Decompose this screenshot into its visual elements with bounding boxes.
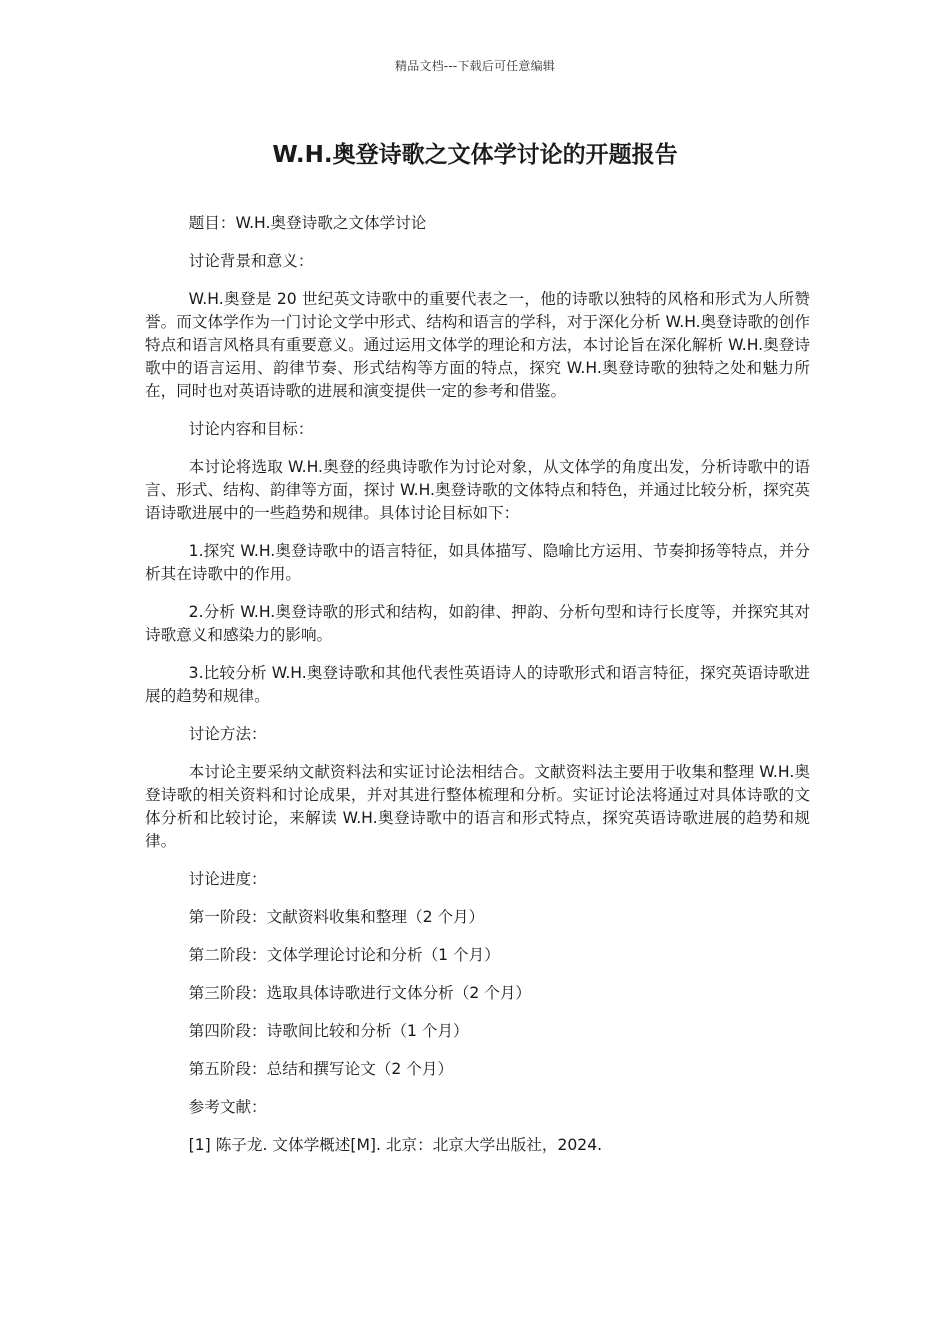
goal-item-1: 1.探究 W.H.奥登诗歌中的语言特征，如具体描写、隐喻比方运用、节奏抑扬等特点，并分析其在诗歌中的作用。: [145, 542, 810, 583]
document-body: [145, 212, 810, 1172]
document-title: W.H.奥登诗歌之文体学讨论的开题报告: [272, 142, 678, 168]
schedule-stage-1: 第一阶段：文献资料收集和整理（2 个月）: [188, 908, 485, 926]
paragraph-methods: 本讨论主要采纳文献资料法和实证讨论法相结合。文献资料法主要用于收集和整理 W.H.奥登诗歌的相关资料和讨论成果，并对其进行整体梳理和分析。实证讨论法将通过对具体诗歌的文体分析和比较讨论，来解读 W.H.奥登诗歌中的语言和形式特点，探究英语诗歌进展的趋势和规律。: [145, 763, 810, 850]
reference-item-1: [1] 陈子龙. 文体学概述[M]. 北京：北京大学出版社，2024.: [188, 1136, 603, 1154]
schedule-stage-4: 第四阶段：诗歌间比较和分析（1 个月）: [188, 1022, 469, 1040]
heading-references: 参考文献：: [188, 1098, 267, 1116]
page-header-note: 精品文档---下载后可任意编辑: [395, 59, 555, 73]
schedule-stage-3: 第三阶段：选取具体诗歌进行文体分析（2 个月）: [188, 984, 532, 1002]
paragraph-content-goals: 本讨论将选取 W.H.奥登的经典诗歌作为讨论对象，从文体学的角度出发，分析诗歌中的语言、形式、结构、韵律等方面，探讨 W.H.奥登诗歌的文体特点和特色，并通过比较分析，探究英语诗歌进展中的一些趋势和规律。具体讨论目标如下：: [145, 458, 810, 522]
heading-methods: 讨论方法：: [188, 725, 267, 743]
heading-schedule: 讨论进度：: [188, 870, 267, 888]
paragraph-background: W.H.奥登是 20 世纪英文诗歌中的重要代表之一，他的诗歌以独特的风格和形式为人所赞誉。而文体学作为一门讨论文学中形式、结构和语言的学科，对于深化分析 W.H.奥登诗歌的创作特点和语言风格具有重要意义。通过运用文体学的理论和方法，本讨论旨在深化解析 W.H.奥登诗歌中的语言运用、韵律节奏、形式结构等方面的特点，探究 W.H.奥登诗歌的独特之处和魅力所在，同时也对英语诗歌的进展和演变提供一定的参考和借鉴。: [145, 290, 810, 400]
heading-background: 讨论背景和意义：: [188, 252, 314, 270]
heading-content-goals: 讨论内容和目标：: [188, 420, 314, 438]
goal-item-2: 2.分析 W.H.奥登诗歌的形式和结构，如韵律、押韵、分析句型和诗行长度等，并探究其对诗歌意义和感染力的影响。: [145, 603, 810, 644]
paragraph-topic: 题目：W.H.奥登诗歌之文体学讨论: [188, 214, 427, 232]
goal-item-3: 3.比较分析 W.H.奥登诗歌和其他代表性英语诗人的诗歌形式和语言特征，探究英语诗歌进展的趋势和规律。: [145, 664, 810, 705]
schedule-stage-2: 第二阶段：文体学理论讨论和分析（1 个月）: [188, 946, 500, 964]
schedule-stage-5: 第五阶段：总结和撰写论文（2 个月）: [188, 1060, 454, 1078]
